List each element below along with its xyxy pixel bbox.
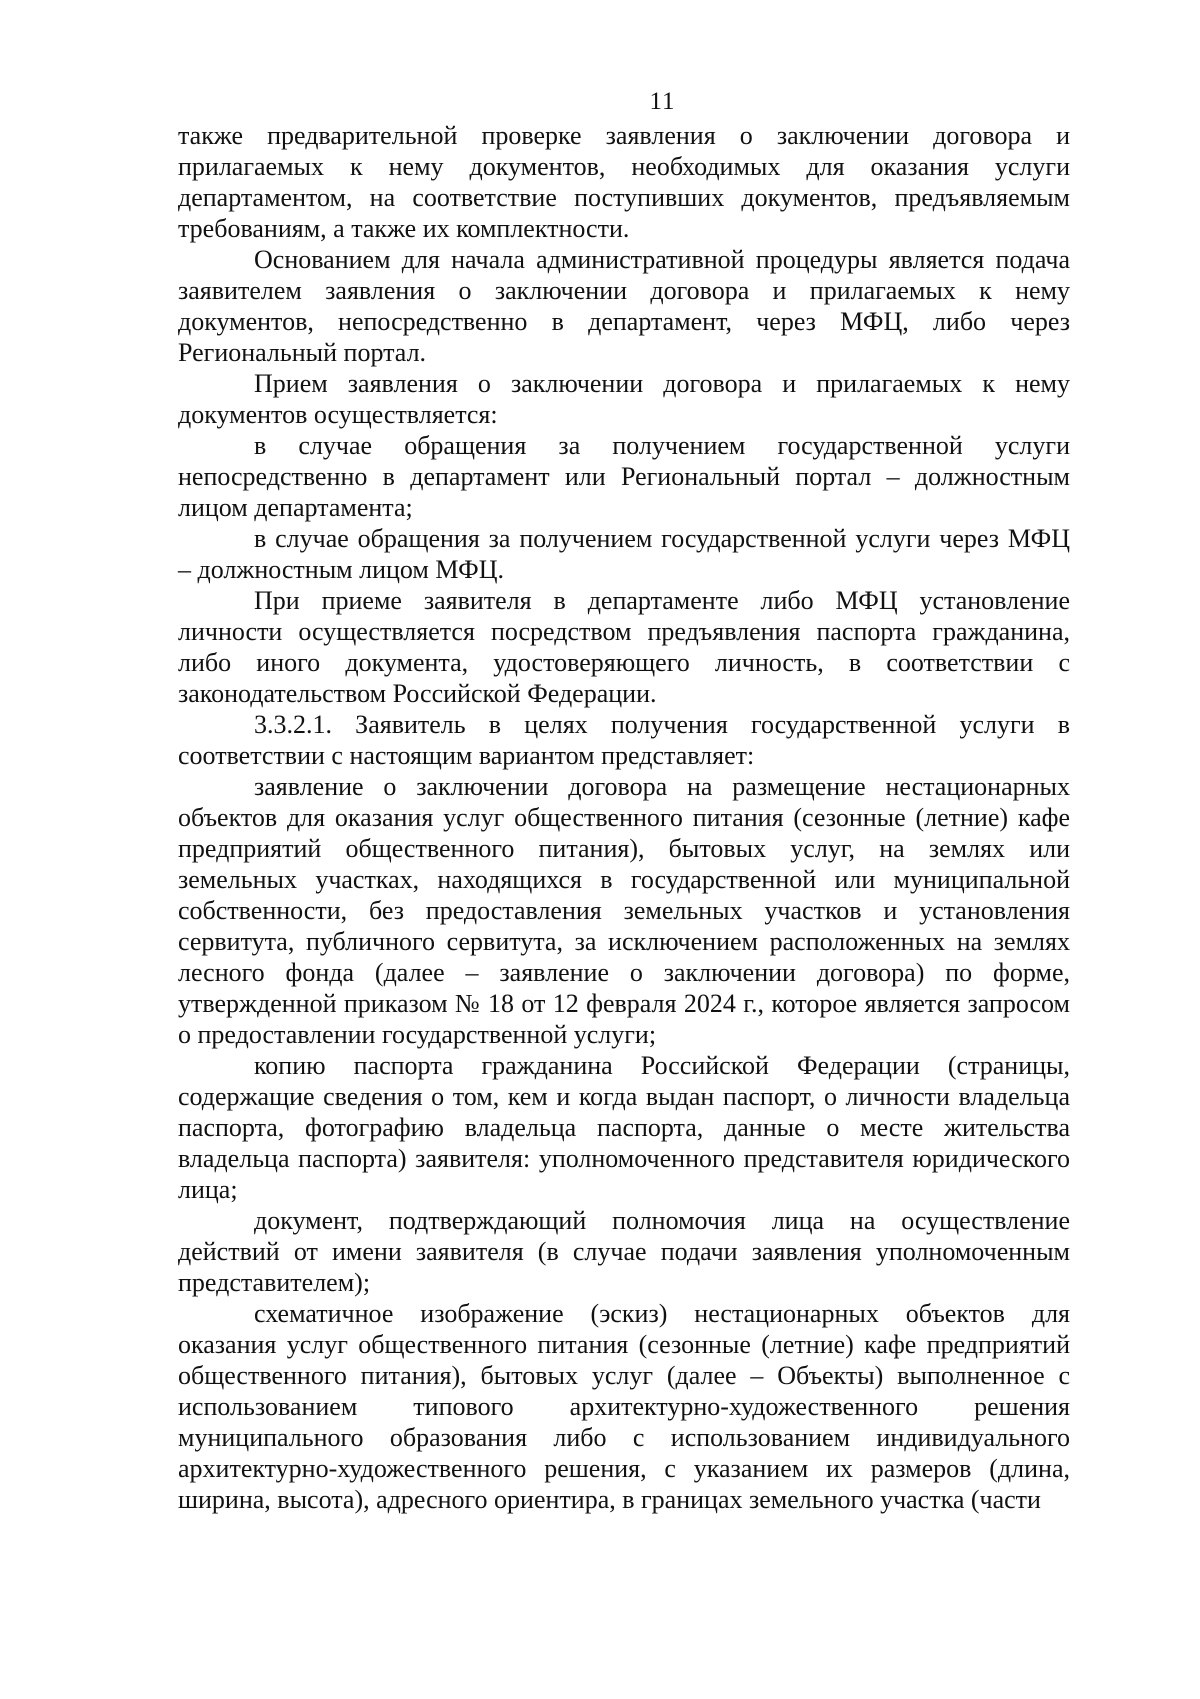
paragraph-acceptance: Прием заявления о заключении договора и прилагаемых к нему документов осуществляется:	[178, 369, 1070, 429]
paragraph-case-mfc: в случае обращения за получением государственной услуги через МФЦ – должностным лицом МФЦ.	[178, 524, 1070, 584]
document-body	[178, 120, 1070, 1515]
paragraph-procedure-basis: Основанием для начала административной процедуры является подача заявителем заявления о заключении договора и прилагаемых к нему документов, непосредственно в департамент, через МФЦ, либо через Региональный портал.	[178, 245, 1070, 367]
paragraph-passport-copy: копию паспорта гражданина Российской Федерации (страницы, содержащие сведения о том, кем и когда выдан паспорт, о личности владельца паспорта, фотографию владельца паспорта, данные о месте жительства владельца паспорта) заявителя: уполномоченного представителя юридического лица;	[178, 1051, 1070, 1204]
page-number: 11	[649, 88, 676, 115]
paragraph-identity-check: При приеме заявителя в департаменте либо МФЦ установление личности осуществляется посредством предъявления паспорта гражданина, либо иного документа, удостоверяющего личность, в соответствии с законодательством Российской Федерации.	[178, 586, 1070, 708]
paragraph-section-3-3-2-1: 3.3.2.1. Заявитель в целях получения государственной услуги в соответствии с настоящим вариантом представляет:	[178, 710, 1070, 770]
paragraph-schematic-sketch: схематичное изображение (эскиз) нестационарных объектов для оказания услуг общественного питания (сезонные (летние) кафе предприятий общественного питания), бытовых услуг (далее – Объекты) выполненное с использованием типового архитектурно-художественного решения муниципального образования либо с использованием индивидуального архитектурно-художественного решения, с указанием их размеров (длина, ширина, высота), адресного ориентира, в границах земельного участка (части	[178, 1299, 1070, 1514]
paragraph-authority-document: документ, подтверждающий полномочия лица на осуществление действий от имени заявителя (в случае подачи заявления уполномоченным представителем);	[178, 1206, 1070, 1297]
paragraph-continuation: также предварительной проверке заявления о заключении договора и прилагаемых к нему документов, необходимых для оказания услуги департаментом, на соответствие поступивших документов, предъявляемым требованиям, а также их комплектности.	[178, 121, 1070, 243]
paragraph-case-department: в случае обращения за получением государственной услуги непосредственно в департамент или Региональный портал – должностным лицом департамента;	[178, 431, 1070, 522]
paragraph-application: заявление о заключении договора на размещение нестационарных объектов для оказания услуг общественного питания (сезонные (летние) кафе предприятий общественного питания), бытовых услуг, на землях или земельных участках, находящихся в государственной или муниципальной собственности, без предоставления земельных участков и установления сервитута, публичного сервитута, за исключением расположенных на землях лесного фонда (далее – заявление о заключении договора) по форме, утвержденной приказом № 18 от 12 февраля 2024 г., которое является запросом о предоставлении государственной услуги;	[178, 772, 1070, 1049]
